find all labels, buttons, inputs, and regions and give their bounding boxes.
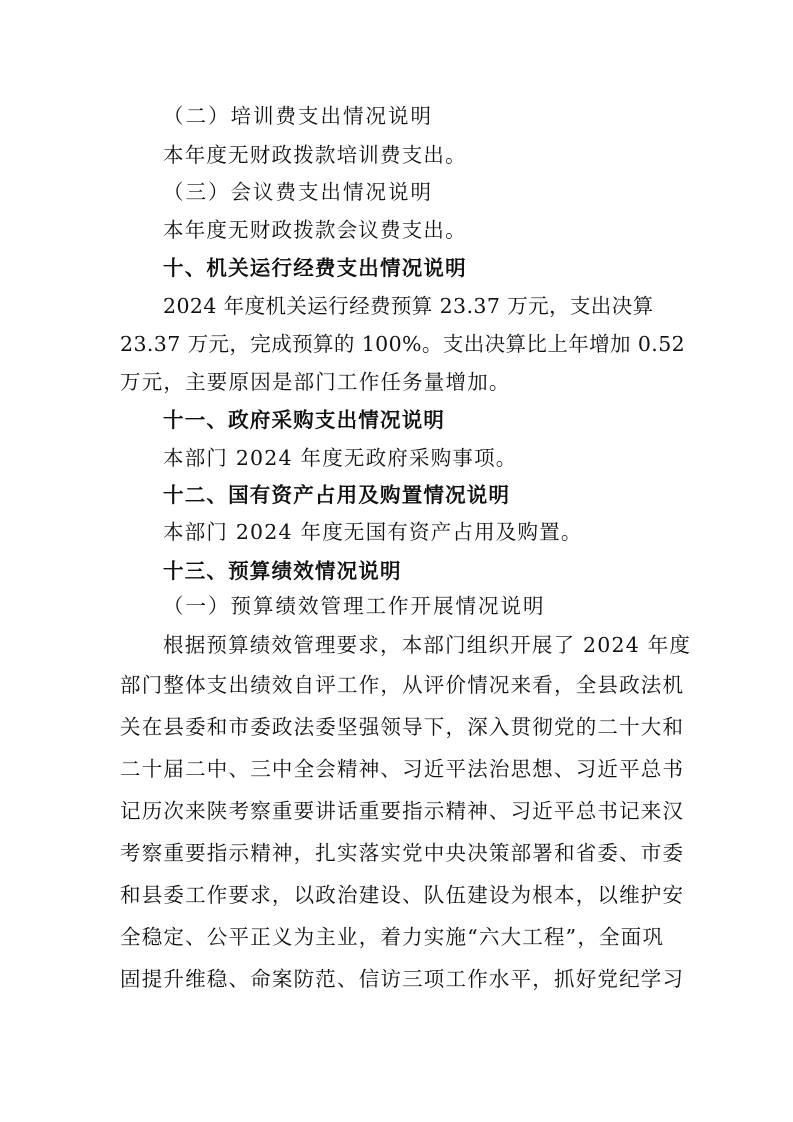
section-heading-13: 十三、预算绩效情况说明	[163, 559, 402, 583]
paragraph-line: 本部门 2024 年度无国有资产占用及购置。	[163, 520, 583, 544]
paragraph-line: 记历次来陕考察重要讲话重要指示精神、习近平总书记来汉	[120, 799, 685, 823]
subsection-title-meeting: （三）会议费支出情况说明	[163, 180, 433, 204]
paragraph-line: 本部门 2024 年度无政府采购事项。	[163, 446, 518, 470]
paragraph-line: 2024 年度机关运行经费预算 23.37 万元，支出决算	[163, 294, 654, 318]
paragraph-line: 二十届二中、三中全会精神、习近平法治思想、习近平总书	[120, 757, 685, 781]
paragraph-line: 根据预算绩效管理要求，本部门组织开展了 2024 年度	[163, 633, 692, 657]
paragraph-line: 和县委工作要求，以政治建设、队伍建设为根本，以维护安	[120, 883, 685, 907]
paragraph-training: 本年度无财政拨款培训费支出。	[163, 143, 467, 167]
subsection-title-performance: （一）预算绩效管理工作开展情况说明	[163, 594, 546, 618]
section-heading-11: 十一、政府采购支出情况说明	[163, 408, 446, 432]
paragraph-meeting: 本年度无财政拨款会议费支出。	[163, 218, 467, 242]
subsection-title-training: （二）培训费支出情况说明	[163, 104, 433, 128]
section-heading-10: 十、机关运行经费支出情况说明	[163, 256, 467, 280]
section-heading-12: 十二、国有资产占用及购置情况说明	[163, 483, 511, 507]
paragraph-line: 考察重要指示精神，扎实落实党中央决策部署和省委、市委	[120, 841, 685, 865]
paragraph-line: 全稳定、公平正义为主业，着力实施“六大工程”，全面巩	[120, 925, 665, 949]
paragraph-line: 关在县委和市委政法委坚强领导下，深入贯彻党的二十大和	[120, 715, 685, 739]
paragraph-line: 23.37 万元，完成预算的 100%。支出决算比上年增加 0.52	[120, 332, 686, 356]
paragraph-line: 固提升维稳、命案防范、信访三项工作水平，抓好党纪学习	[120, 967, 685, 991]
paragraph-line: 万元，主要原因是部门工作任务量增加。	[120, 370, 511, 394]
paragraph-line: 部门整体支出绩效自评工作，从评价情况来看，全县政法机	[120, 673, 685, 697]
